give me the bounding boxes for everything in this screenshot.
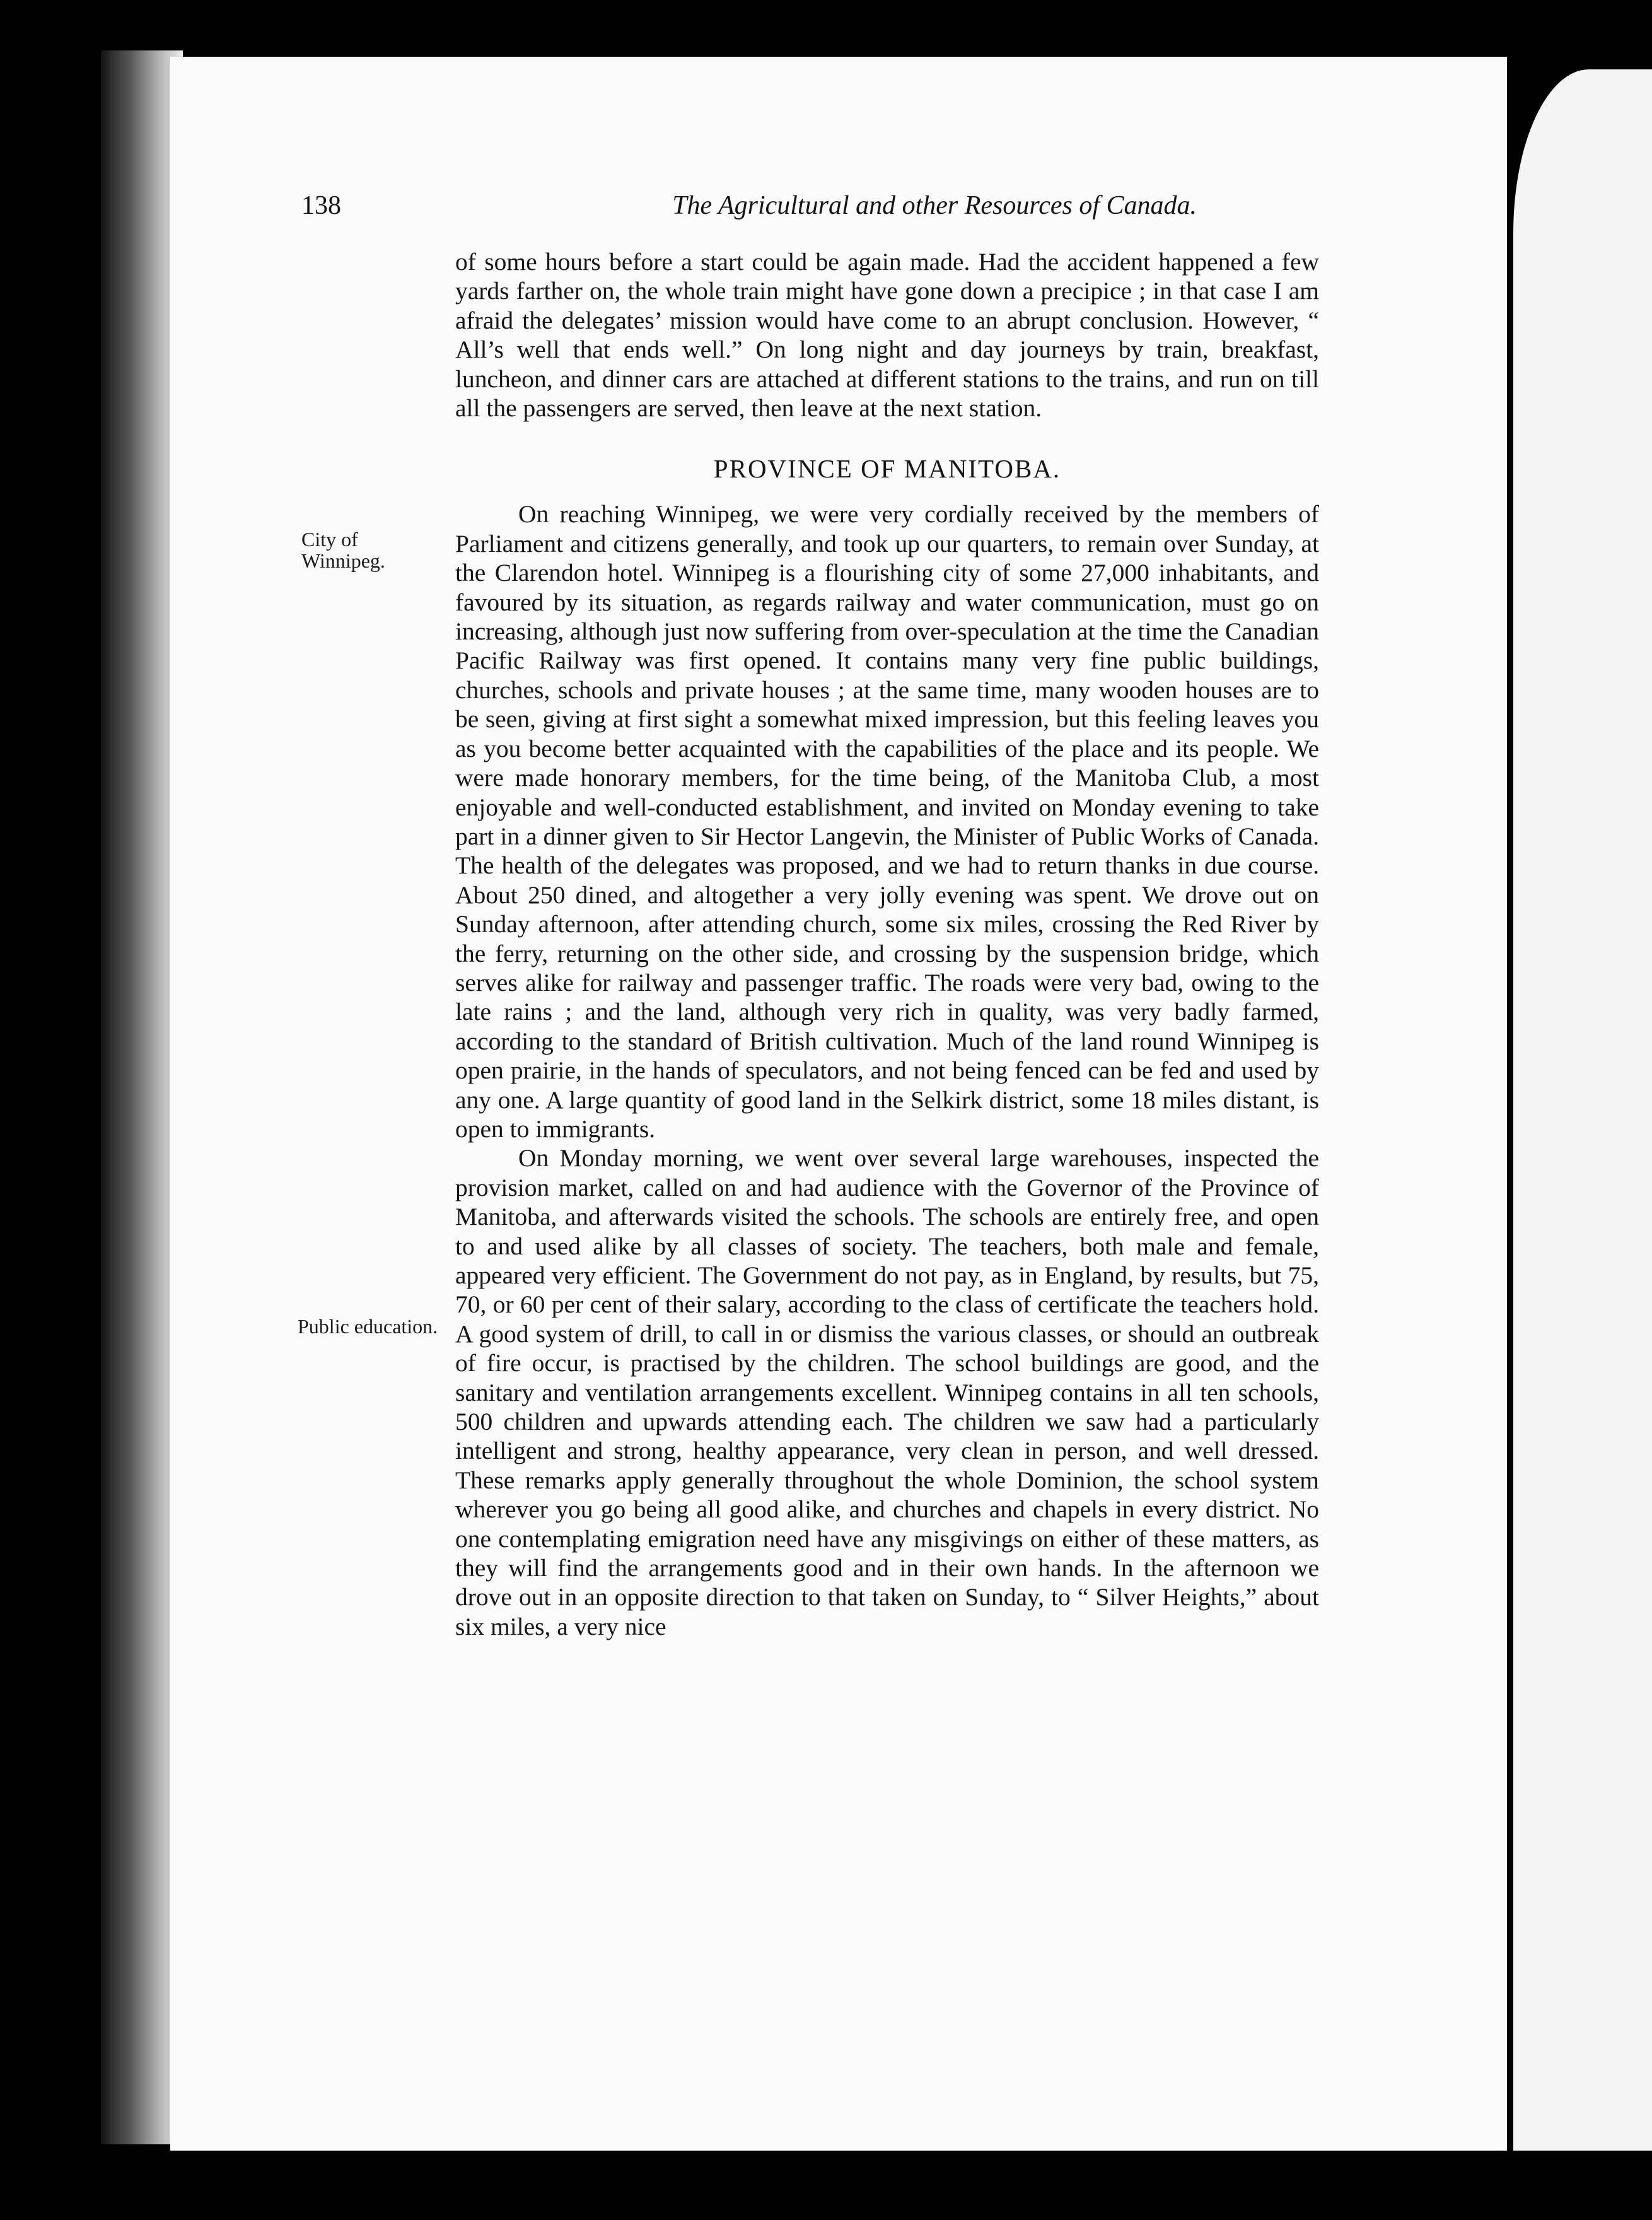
facing-page-edge (1513, 69, 1652, 2151)
paragraph-education: On Monday morning, we went over several large warehouses, inspected the provision market, called on and had audience with the Governor of the Province of Manitoba, and afterwards visited the schools. The schools are entirely free, and open to and used alike by all classes of society. The teachers, both male and female, appeared very efficient. The Government do not pay, as in England, by results, but 75, 70, or 60 per cent of their salary, according to the class of certificate the teachers hold. A good system of drill, to call in or dismiss the various classes, or should an outbreak of fire occur, is practised by the children. The school buildings are good, and the sanitary and ventilation arrangements excellent. Winnipeg contains in all ten schools, 500 children and upwards attending each. The children we saw had a particularly intelligent and strong, healthy appearance, very clean in person, and well dressed. These remarks apply generally throughout the whole Dominion, the school system wherever you go being all good alike, and churches and chapels in every district. No one contemplating emigration need have any misgivings on either of these matters, as they will find the arrangements good and in their own hands. In the afternoon we drove out in an opposite direction to that taken on Sunday, to “ Silver Heights,” about six miles, a very nice (455, 1144, 1319, 1640)
body-text (455, 247, 1319, 1641)
section-heading: PROVINCE OF MANITOBA. (713, 454, 1061, 484)
paragraph-continuation: of some hours before a start could be again made. Had the accident happened a few yards farther on, the whole train might have gone down a precipice ; in that case I am afraid the delegates’ mission would have come to an abrupt conclusion. However, “ All’s well that ends well.” On long night and day journeys by train, breakfast, luncheon, and dinner cars are attached at different stations to the trains, and run on till all the passengers are served, then leave at the next station. (455, 248, 1319, 423)
margin-note-winnipeg: City of Winnipeg. (301, 528, 385, 572)
page-header (301, 190, 1197, 228)
paragraph-winnipeg: On reaching Winnipeg, we were very cordially received by the members of Parliament and citizens generally, and took up our quarters, to remain over Sunday, at the Clarendon hotel. Winnipeg is a flourishing city of some 27,000 inhabitants, and favoured by its situation, as regards railway and water communication, must go on increasing, although just now suffering from over-speculation at the time the Canadian Pacific Railway was first opened. It contains many very fine public buildings, churches, schools and private houses ; at the same time, many wooden houses are to be seen, giving at first sight a somewhat mixed impression, but this feeling leaves you as you become better acquainted with the capabilities of the place and its people. We were made honorary members, for the time being, of the Manitoba Club, a most enjoyable and well-conducted establishment, and invited on Monday evening to take part in a dinner given to Sir Hector Langevin, the Minister of Public Works of Canada. The health of the delegates was proposed, and we had to return thanks in due course. About 250 dined, and altogether a very jolly evening was spent. We drove out on Sunday afternoon, after attending church, some six miles, crossing the Red River by the ferry, returning on the other side, and crossing by the suspension bridge, which serves alike for railway and passenger traffic. The roads were very bad, owing to the late rains ; and the land, although very rich in quality, was very badly farmed, according to the standard of British cultivation. Much of the land round Winnipeg is open prairie, in the hands of speculators, and not being fenced can be fed and used by any one. A large quantity of good land in the Selkirk district, some 18 miles distant, is open to immigrants. (455, 500, 1319, 1143)
running-title: The Agricultural and other Resources of Canada. (672, 191, 1197, 220)
page-number: 138 (301, 191, 341, 220)
margin-note-education: Public education. (298, 1315, 438, 1338)
